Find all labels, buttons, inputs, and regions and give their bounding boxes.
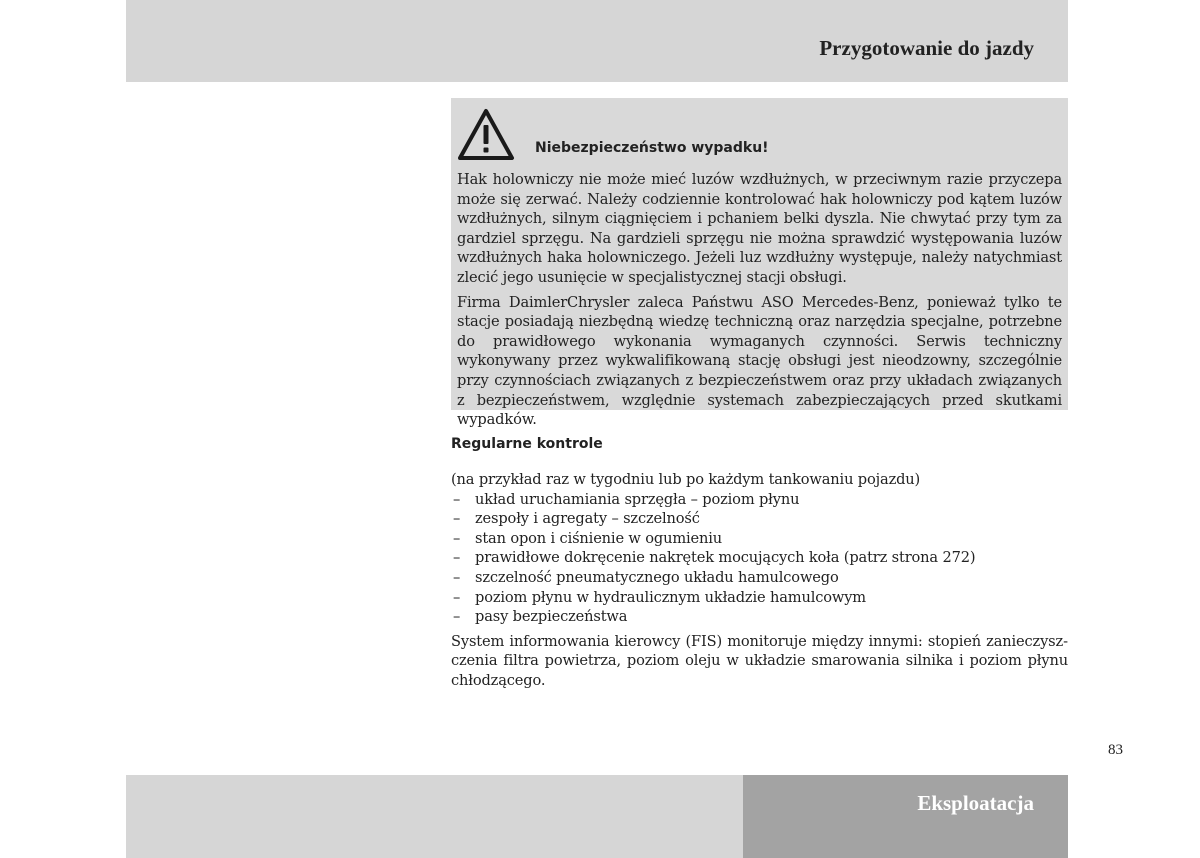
- list-item-text: stan opon i ciśnienie w ogumieniu: [475, 529, 723, 547]
- list-item: [451, 509, 1068, 529]
- list-item: [451, 490, 1068, 510]
- list-item-text: zespoły i agregaty – szczelność: [475, 510, 700, 528]
- footer-band: [126, 775, 743, 858]
- list-item-text: poziom płynu w hydraulicznym układzie hamulcowym: [475, 588, 867, 606]
- list-dash: –: [453, 510, 461, 528]
- footer-section-label: Eksploatacja: [917, 791, 1034, 815]
- warning-triangle-icon: [457, 108, 515, 162]
- list-dash: –: [453, 529, 461, 547]
- list-item-text: pasy bezpieczeństwa: [475, 608, 628, 626]
- list-item: [451, 529, 1068, 549]
- section-body: [451, 470, 1068, 691]
- warning-header: [457, 108, 1062, 170]
- list-item: [451, 568, 1068, 588]
- section-intro: (na przykład raz w tygodniu lub po każdym tankowaniu pojazdu): [451, 471, 921, 488]
- page-number: 83: [1108, 742, 1123, 758]
- warning-paragraph: Hak holowniczy nie może mieć luzów wzdłużnych, w przeciwnym razie przyczepa może się zerwać. Należy codziennie kontrolować hak holowniczy pod kątem luzów wzdłużnych, silnym ciągnięciem i pchaniem belki dyszla. Nie chwytać przy tym za gardziel sprzęgu. Na gardzieli sprzęgu nie można sprawdzić występowania luzów wzdłużnych haka holowniczego. Jeżeli luz wzdłużny występuje, należy natychmiast zlecić jego usunięcie w specjalistycznej stacji obsługi.: [457, 171, 1062, 286]
- list-item-text: szczelność pneumatycznego układu hamulcowego: [475, 568, 839, 586]
- list-item-text: układ uruchamiania sprzęgła – poziom płynu: [475, 490, 800, 508]
- list-dash: –: [453, 490, 461, 508]
- list-item-text: prawidłowe dokręcenie nakrętek mocujących koła (patrz strona 272): [475, 549, 976, 567]
- footer-section-tab: [743, 775, 1068, 858]
- warning-title: Niebezpieczeństwo wypadku!: [535, 140, 769, 156]
- page-title: Przygotowanie do jazdy: [819, 36, 1034, 60]
- warning-box: [451, 98, 1068, 429]
- list-dash: –: [453, 608, 461, 626]
- list-item: [451, 588, 1068, 608]
- check-list: [451, 490, 1068, 627]
- header-band: [126, 0, 1068, 82]
- warning-paragraph: Firma DaimlerChrysler zaleca Państwu ASO Mercedes-Benz, ponieważ tylko te stacje posiadają niezbędną wiedzę techniczną oraz narzędzia specjalne, potrzebne do prawidłowego wykonania wymaganych czynności. Serwis techniczny wykonywany przez wykwalifikowaną stację obsługi jest nieodzowny, szczególnie przy czynnościach związanych z bezpieczeństwem oraz przy układach związanych z bezpieczeństwem, względnie systemach zabezpieczających przed skutkami wypadków.: [457, 293, 1062, 429]
- list-dash: –: [453, 549, 461, 567]
- fis-paragraph: System informowania kierowcy (FIS) monitoruje między innymi: stopień zanieczyszczenia filtra powietrza, poziom oleju w układzie smarowania silnika i poziom płynu chłodzącego.: [451, 632, 1068, 689]
- section-title: Regularne kontrole: [451, 436, 603, 452]
- list-dash: –: [453, 568, 461, 586]
- list-item: [451, 548, 1068, 568]
- list-item: [451, 607, 1068, 627]
- list-dash: –: [453, 588, 461, 606]
